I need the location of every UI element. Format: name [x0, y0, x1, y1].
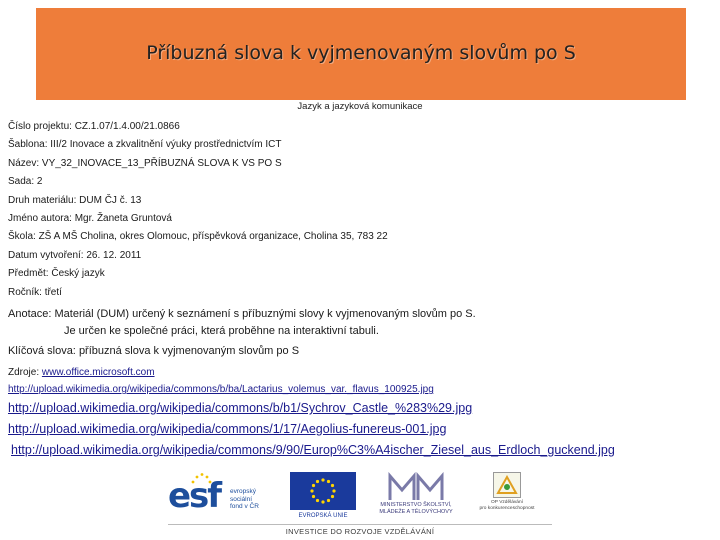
esf-mark: esf	[168, 476, 221, 516]
meta-value: Mgr. Žaneta Gruntová	[74, 213, 172, 225]
meta-label: Ročník:	[8, 286, 42, 298]
meta-row	[8, 247, 708, 265]
annotation-text: Materiál (DUM) určený k seznámení s příbuznými slovy k vyjmenovaným slovům po S.	[54, 308, 476, 320]
eu-logo	[286, 472, 360, 524]
sources-head	[8, 364, 714, 381]
meta-row	[8, 228, 708, 246]
sources-block	[8, 364, 714, 461]
msmt-caption-line: MLÁDEŽE A TĚLOVÝCHOVY	[379, 509, 453, 515]
op-logo	[472, 472, 542, 524]
meta-row	[8, 192, 708, 210]
esf-text-line: sociální	[230, 495, 253, 503]
source-link[interactable]: http://upload.wikimedia.org/wikipedia/commons/b/b1/Sychrov_Castle_%283%29.jpg	[8, 401, 473, 415]
meta-row	[8, 136, 708, 154]
meta-label: Druh materiálu:	[8, 194, 77, 206]
op-emblem-icon	[493, 472, 521, 498]
op-caption-line: OP Vzdělávání	[491, 500, 523, 505]
meta-label: Škola:	[8, 231, 36, 243]
keywords-value: příbuzná slova k vyjmenovaným slovům po S	[78, 345, 300, 357]
source-link[interactable]: http://upload.wikimedia.org/wikipedia/commons/1/17/Aegolius-funereus-001.jpg	[8, 422, 447, 436]
meta-label: Název:	[8, 157, 40, 169]
meta-label: Jméno autora:	[8, 213, 72, 225]
meta-value: III/2 Inovace a zkvalitnění výuky prostřednictvím ICT	[50, 139, 282, 151]
eu-caption: EVROPSKÁ UNIE	[298, 513, 348, 519]
meta-value: Český jazyk	[51, 268, 105, 280]
meta-value: VY_32_INOVACE_13_PŘÍBUZNÁ SLOVA K VS PO S	[41, 157, 282, 169]
meta-value: 2	[36, 176, 43, 188]
keywords-line	[8, 345, 299, 357]
title-banner	[36, 8, 686, 100]
msmt-logo	[368, 472, 464, 524]
meta-label: Předmět:	[8, 268, 49, 280]
sources-label: Zdroje:	[8, 367, 40, 378]
meta-row	[8, 265, 708, 283]
metadata-block	[8, 118, 708, 302]
subject-area: Jazyk a jazyková komunikace	[297, 101, 423, 112]
source-link[interactable]: http://upload.wikimedia.org/wikipedia/commons/9/90/Europ%C3%A4ischer_Ziesel_aus_Erdloch_guckend.jpg	[11, 443, 615, 457]
esf-text	[230, 488, 259, 511]
page-title: Příbuzná slova k vyjmenovaným slovům po S	[146, 42, 576, 64]
esf-logo	[168, 472, 278, 524]
meta-row	[8, 173, 708, 191]
meta-value: DUM ČJ č. 13	[79, 194, 142, 206]
annotation-label: Anotace:	[8, 308, 52, 320]
meta-label: Datum vytvoření:	[8, 249, 84, 261]
msmt-emblem-icon	[386, 472, 446, 502]
meta-row	[8, 210, 708, 228]
meta-label: Číslo projektu:	[8, 121, 72, 132]
op-mark-icon	[496, 475, 518, 495]
meta-row	[8, 118, 708, 136]
esf-text-line: evropský	[230, 488, 257, 495]
op-caption	[480, 500, 535, 512]
meta-label: Sada:	[8, 176, 35, 188]
eu-stars-icon	[290, 472, 356, 510]
annotation-text-line2: Je určen ke společné práci, která proběhne na interaktivní tabuli.	[64, 325, 379, 337]
logo-footer: INVESTICE DO ROZVOJE VZDĚLÁVÁNÍ	[168, 524, 552, 538]
msmt-caption-line: MINISTERSTVO ŠKOLSTVÍ,	[380, 502, 452, 508]
source-link[interactable]: www.office.microsoft.com	[41, 367, 155, 378]
op-caption-line: pro konkurenceschopnost	[479, 506, 535, 511]
eu-flag-icon	[290, 472, 356, 510]
meta-row	[8, 284, 708, 302]
annotation-block	[8, 306, 712, 340]
annotation-line	[8, 306, 712, 323]
meta-value: CZ.1.07/1.4.00/21.0866	[74, 121, 180, 132]
esf-text-line: fond v ČR	[230, 503, 259, 510]
keywords-label: Klíčová slova:	[8, 345, 76, 357]
meta-label: Šablona:	[8, 139, 48, 151]
msmt-caption	[379, 502, 452, 516]
meta-value: třetí	[44, 286, 62, 298]
meta-value: ZŠ A MŠ Cholina, okres Olomouc, příspěvková organizace, Cholina 35, 783 22	[38, 231, 388, 243]
meta-row	[8, 155, 708, 173]
source-link[interactable]: http://upload.wikimedia.org/wikipedia/commons/b/ba/Lactarius_volemus_var._flavus_100925.jpg	[8, 384, 434, 395]
meta-value: 26. 12. 2011	[86, 249, 142, 261]
